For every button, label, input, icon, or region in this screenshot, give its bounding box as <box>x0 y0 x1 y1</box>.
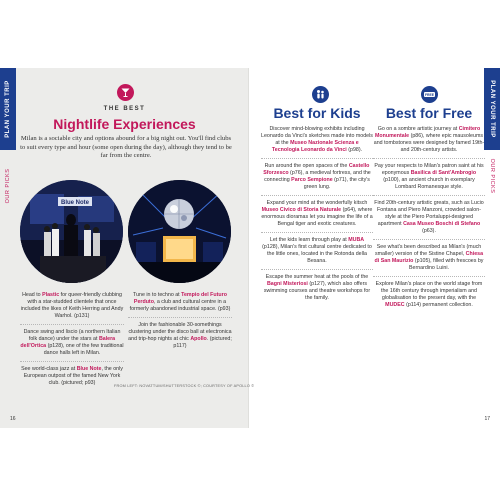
free-title: Best for Free <box>385 105 473 121</box>
side-tab-right <box>484 68 500 150</box>
free-column <box>373 126 485 317</box>
nightlife-column-1 <box>20 292 124 395</box>
right-page <box>249 68 500 428</box>
venue-link: Bagni Misteriosi <box>266 281 308 287</box>
venue-link: Cimitero Monumentale <box>374 126 481 139</box>
list-item: Find 20th-century artistic greats, such as Lucio Fontana and Piero Manzoni, crowded salon-style at the Piero Portaluppi-designed apartment Casa Museo Boschi di Stefano (p63). <box>373 200 485 240</box>
list-item: Pay your respects to Milan's patron saint at his eponymous Basilica di Sant'Ambrogio (p100), an ancient church in exemplary Lombard Romanesque style. <box>373 163 485 196</box>
page-number-left: 16 <box>10 416 16 422</box>
intro-text: Milan is a sociable city and options abound for a big night out. You'll find clubs to suit every type and hour (some open during the day), although they tend to be far from the centre. <box>20 135 232 160</box>
left-page <box>0 68 249 428</box>
side-sub-label: OUR PICKS <box>5 168 11 204</box>
side-sub-right <box>484 156 500 196</box>
list-item: Join the fashionable 30-somethings clustering under the disco ball at electronica and trip-hop nights at chic Apollo. (pictured; p117) <box>128 322 232 349</box>
list-item: Expand your mind at the wonderfully kitsch Museo Civico di Storia Naturale (p64), where enormous dioramas let you imagine the life of a Bengal tiger and exotic creatures. <box>261 200 373 233</box>
venue-link: Plastic <box>42 292 60 298</box>
free-icon-text: FREE <box>424 93 435 97</box>
venue-link: Museo Civico di Storia Naturale <box>261 207 342 213</box>
section-kicker: THE BEST <box>103 106 146 112</box>
list-item: Dance swing and liscio (a northern Italian folk dance) under the stars at Balera dell'Ortica (p128), one of the few traditional dance halls left in Milan. <box>20 329 124 362</box>
list-item: See what's been described as Milan's (much smaller) version of the Sistine Chapel, Chiesa di San Maurizio (p105), filled with frescoes by Bernardino Luini. <box>373 244 485 277</box>
list-item: Head to Plastic for queer-friendly clubbing with a star-studded clientele that once included the likes of Keith Herring and Andy Warhol. (p131) <box>20 292 124 325</box>
photo-credit-caption: FROM LEFT: NOVATTUM/SHUTTERSTOCK ©; COURTESY OF APOLLO © <box>114 384 255 388</box>
venue-link: Parco Sempione <box>291 177 333 183</box>
photo-sign-text: Blue Note <box>60 200 90 206</box>
list-item: Explore Milan's place on the world stage from the 16th century through imperialism and globalisation to the present day, with the MUDEC (p114) permanent collection. <box>375 281 483 308</box>
list-item: Tune in to techno at Tempio del Futuro Perduto, a club and cultural centre in a formerly abandoned industrial space. (p93) <box>128 292 232 318</box>
list-item: See world-class jazz at Blue Note, the only European outpost of the famed New York club. (pictured; p93) <box>21 366 123 386</box>
side-tab-label: PLAN YOUR TRIP <box>5 80 11 138</box>
side-tab-label: PLAN YOUR TRIP <box>489 80 495 138</box>
photo-blue-note <box>20 180 123 283</box>
list-item: Run around the open spaces of the Castello Sforzesco (p76), a medieval fortress, and the connecting Parco Sempione (p71), the city's green lung. <box>261 163 373 196</box>
nightlife-column-2 <box>128 292 232 358</box>
venue-link: Museo Nazionale Scienza e Tecnologia Leonardo da Vinci <box>271 140 359 153</box>
kids-title: Best for Kids <box>273 105 361 121</box>
venue-link: Balera dell'Ortica <box>20 336 116 349</box>
photo-apollo-disco <box>128 180 231 283</box>
kids-column <box>261 126 373 310</box>
list-item: Discover mind-blowing exhibits including Leonardo da Vinci's sketches made into models at the Museo Nazionale Scienza e Tecnologia Leonardo da Vinci (p98). <box>261 126 373 159</box>
venue-link: Casa Museo Boschi di Stefano <box>403 221 481 227</box>
venue-link: Tempio del Futuro Perduto <box>133 292 227 305</box>
cocktail-icon <box>117 84 134 101</box>
page-number-right: 17 <box>484 416 490 422</box>
side-sub-left <box>0 166 16 206</box>
venue-link: Castello Sforzesco <box>263 163 370 176</box>
venue-link: Chiesa di San Maurizio <box>374 251 484 264</box>
book-spread <box>0 68 500 428</box>
venue-link: Basilica di Sant'Ambrogio <box>410 170 477 176</box>
venue-link: Blue Note <box>76 366 102 372</box>
venue-link: MUBA <box>348 237 365 243</box>
venue-link: Apollo <box>190 336 207 342</box>
side-sub-label: OUR PICKS <box>489 158 495 194</box>
kids-icon <box>312 86 329 103</box>
venue-link: MUDEC <box>385 302 405 308</box>
page-title: Nightlife Experiences <box>53 116 196 132</box>
list-item: Escape the summer heat at the pools of the Bagni Misteriosi (p127), which also offers swimming courses and theatre workshops for the family. <box>263 274 371 301</box>
free-icon <box>421 86 438 103</box>
list-item: Let the kids learn through play at MUBA (p128), Milan's first cultural centre dedicated to the little ones, located in the Rotonda della Besana. <box>261 237 373 270</box>
list-item: Go on a sombre artistic journey at Cimitero Monumentale (p86), where epic mausoleums and tombstones were designed by famed 19th- and 20th-century artists. <box>373 126 485 159</box>
